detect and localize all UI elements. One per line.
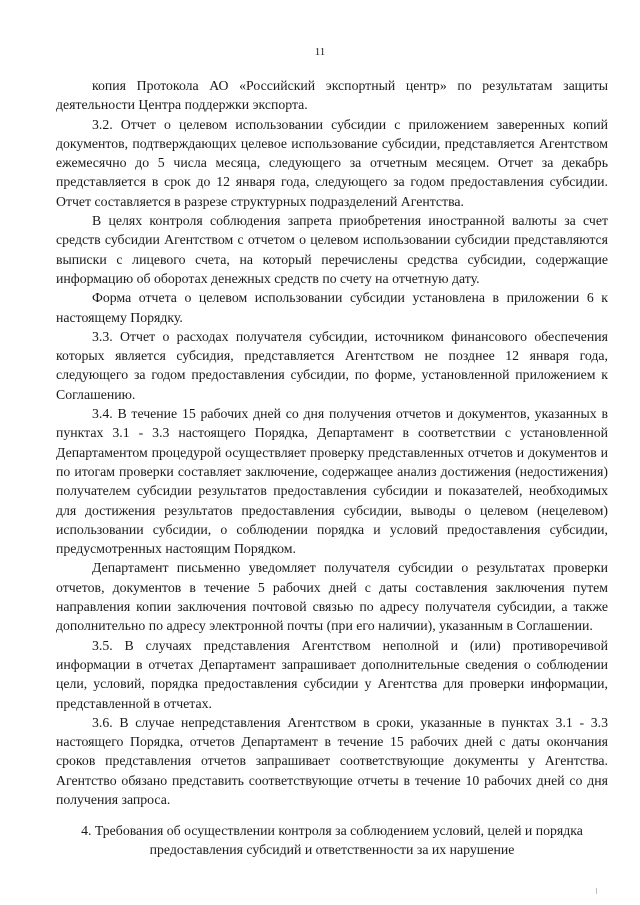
- paragraph-3-6: 3.6. В случае непредставления Агентством в сроки, указанные в пунктах 3.1 - 3.3 настоящего Порядка, отчетов Департамент в течение 15 рабочих дней с даты окончания сроков представления отчетов запрашивает соответствующие документы у Агентства. Агентство обязано представить соответствующие отчеты в течение 10 рабочих дней со дня получения запроса.: [56, 714, 608, 807]
- paragraph-report-form: Форма отчета о целевом использовании субсидии установлена в приложении 6 к настоящему Порядку.: [56, 290, 608, 325]
- document-body: [56, 76, 608, 809]
- paragraph-3-2: 3.2. Отчет о целевом использовании субсидии с приложением заверенных копий документов, подтверждающих целевое использование субсидии, представляется Агентством ежемесячно до 5 числа месяца, следующего за отчетным месяцем. Отчет за декабрь представляется в срок до 12 января года, следующего за годом предоставления субсидии. Отчет составляется в разрезе структурных подразделений Агентства.: [56, 116, 608, 209]
- paragraph-protocol-copy: копия Протокола АО «Российский экспортный центр» по результатам защиты деятельности Центра поддержки экспорта.: [56, 78, 608, 113]
- paragraph-3-3: 3.3. Отчет о расходах получателя субсидии, источником финансового обеспечения которых является субсидия, представляется Агентством не позднее 12 января года, следующего за годом предоставления субсидии, по форме, установленной приложением к Соглашению.: [56, 328, 608, 402]
- paragraph-3-4: 3.4. В течение 15 рабочих дней со дня получения отчетов и документов, указанных в пунктах 3.1 - 3.3 настоящего Порядка, Департамент в соответствии с установленной Департаментом процедурой осуществляет проверку представленных отчетов и документов и по итогам проверки составляет заключение, содержащее анализ достижения (недостижения) получателем субсидии результатов предоставления субсидии и показателей, необходимых для достижения результатов предоставления субсидии, выводы о целевом (нецелевом) использовании субсидии, о соблюдении порядка и условий предоставления субсидии, предусмотренных настоящим Порядком.: [56, 406, 608, 557]
- scan-margin-mark: [596, 888, 597, 894]
- paragraph-notification: Департамент письменно уведомляет получателя субсидии о результатах проверки отчетов, документов в течение 5 рабочих дней с даты составления заключения путем направления копии заключения почтовой связью по адресу получателя субсидии, а также дополнительно по адресу электронной почты (при его наличии), указанным в Соглашении.: [56, 560, 608, 634]
- paragraph-3-5: 3.5. В случаях представления Агентством неполной и (или) противоречивой информации в отчетах Департамент запрашивает дополнительные сведения о соблюдении цели, условий, порядка предоставления субсидии у Агентства для проверки информации, представленной в отчетах.: [56, 637, 608, 711]
- paragraph-currency-control: В целях контроля соблюдения запрета приобретения иностранной валюты за счет средств субсидии Агентством с отчетом о целевом использовании субсидии представляются выписки с лицевого счета, на который перечислены средства субсидии, содержащие информацию об оборотах денежных средств по счету на отчетную дату.: [56, 213, 608, 286]
- section-heading: 4. Требования об осуществлении контроля за соблюдением условий, целей и порядка предоставления субсидий и ответственности за их нарушение: [81, 823, 583, 858]
- page-number: 11: [314, 46, 326, 58]
